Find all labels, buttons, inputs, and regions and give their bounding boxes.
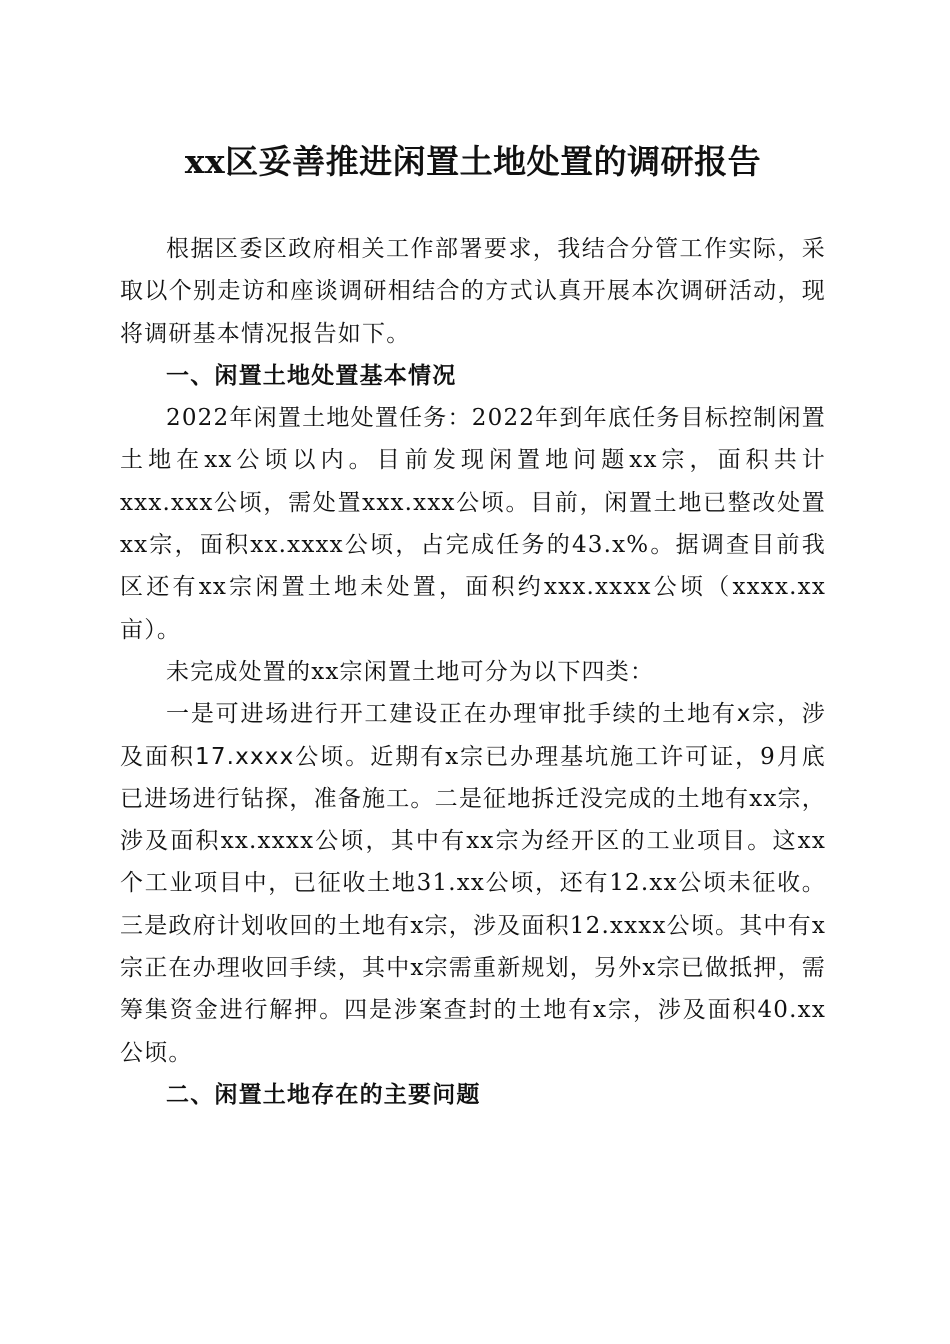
document-title: xx区妥善推进闲置土地处置的调研报告 bbox=[184, 142, 762, 181]
section1-paragraph-details bbox=[120, 693, 826, 1074]
section1-paragraph-categories: 未完成处置的xx宗闲置土地可分为以下四类： bbox=[166, 658, 655, 685]
section2-heading: 二、闲置土地存在的主要问题 bbox=[166, 1081, 481, 1108]
details-lead-sentence: 一是可进场进行开工建设正在办理审批手续的土地有x宗，涉及面积17.xxxx公顷。 bbox=[120, 701, 826, 770]
document-body bbox=[120, 228, 826, 1116]
section1-paragraph-tasks: 2022年闲置土地处置任务：2022年到年底任务目标控制闲置土地在xx公顷以内。目前发现闲置地问题xx宗，面积共计xxx.xxx公顷，需处置xxx.xxx公顷。目前，闲置土地已整改处置xx宗，面积xx.xxxx公顷，占完成任务的43.x%。据调查目前我区还有xx宗闲置土地未处置，面积约xxx.xxxx公顷（xxxx.xx亩）。 bbox=[120, 405, 826, 643]
details-rest-text: 近期有x宗已办理基坑施工许可证，9月底已进场进行钻探，准备施工。二是征地拆迁没完成的土地有xx宗，涉及面积xx.xxxx公顷，其中有xx宗为经开区的工业项目。这xx个工业项目中，已征收土地31.xx公顷，还有12.xx公顷未征收。三是政府计划收回的土地有x宗，涉及面积12.xxxx公顷。其中有x宗正在办理收回手续，其中x宗需重新规划，另外x宗已做抵押，需筹集资金进行解押。四是涉案查封的土地有x宗，涉及面积40.xx公顷。 bbox=[120, 743, 827, 1066]
section1-heading: 一、闲置土地处置基本情况 bbox=[166, 362, 457, 389]
intro-paragraph: 根据区委区政府相关工作部署要求，我结合分管工作实际，采取以个别走访和座谈调研相结合的方式认真开展本次调研活动，现将调研基本情况报告如下。 bbox=[120, 236, 826, 347]
